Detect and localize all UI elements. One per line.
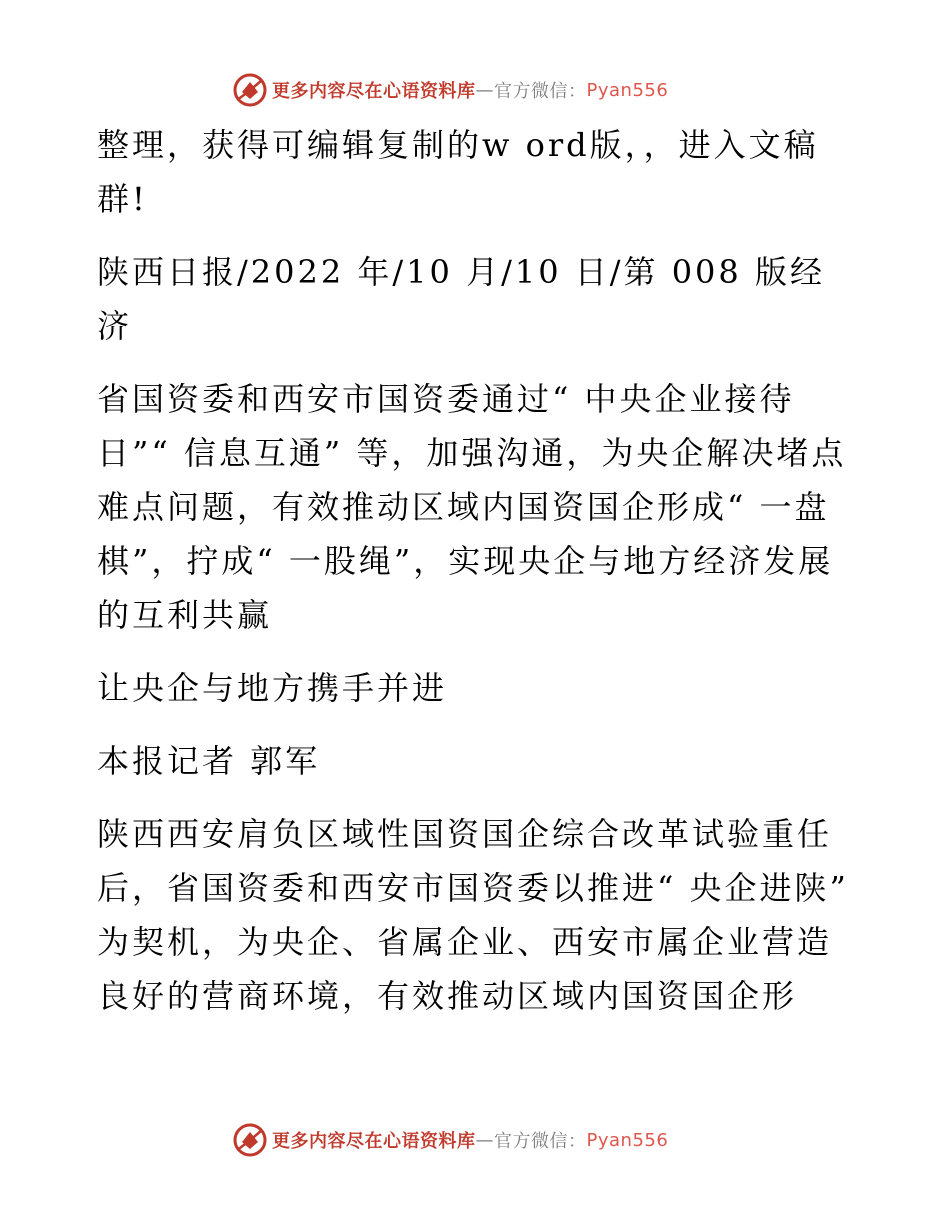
watermark-main-text: 更多内容尽在心语资料库 — [272, 1131, 476, 1152]
paragraph-source: 陕西日报/2022 年/10 月/10 日/第 008 版经济 — [97, 253, 825, 345]
brand-logo-icon — [232, 72, 268, 108]
paragraph-body: 陕西西安肩负区域性国资国企综合改革试验重任后，省国资委和西安市国资委以推进“ 央企进陕” 为契机，为央企、省属企业、西安市属企业营造良好的营商环境，有效推动区域内国资国企形 — [97, 815, 849, 1015]
article-title: 让央企与地方携手并进 — [97, 669, 448, 707]
paragraph-summary: 省国资委和西安市国资委通过“ 中央企业接待日”“ 信息互通” 等，加强沟通，为央企解决堵点难点问题，有效推动区域内国资国企形成“ 一盘棋”，拧成“ 一股绳”，实现央企与地方经济发展的互利共赢 — [97, 380, 847, 634]
watermark-dash: — — [475, 79, 494, 101]
watermark-main-text: 更多内容尽在心语资料库 — [272, 81, 476, 102]
document-body — [97, 118, 859, 1042]
article-byline: 本报记者 郭军 — [97, 742, 321, 780]
watermark-wechat-label: 官方微信： — [494, 1131, 587, 1152]
paragraph-intro: 整理，获得可编辑复制的w ord版，，进入文稿群! — [97, 126, 819, 218]
header-watermark — [232, 70, 668, 110]
watermark-dash: — — [475, 1129, 494, 1151]
brand-logo-icon — [232, 1122, 268, 1158]
watermark-wechat-id: Pyan556 — [586, 1129, 669, 1151]
watermark-wechat-id: Pyan556 — [586, 79, 669, 101]
watermark-wechat-label: 官方微信： — [494, 81, 587, 102]
footer-watermark — [232, 1120, 668, 1160]
